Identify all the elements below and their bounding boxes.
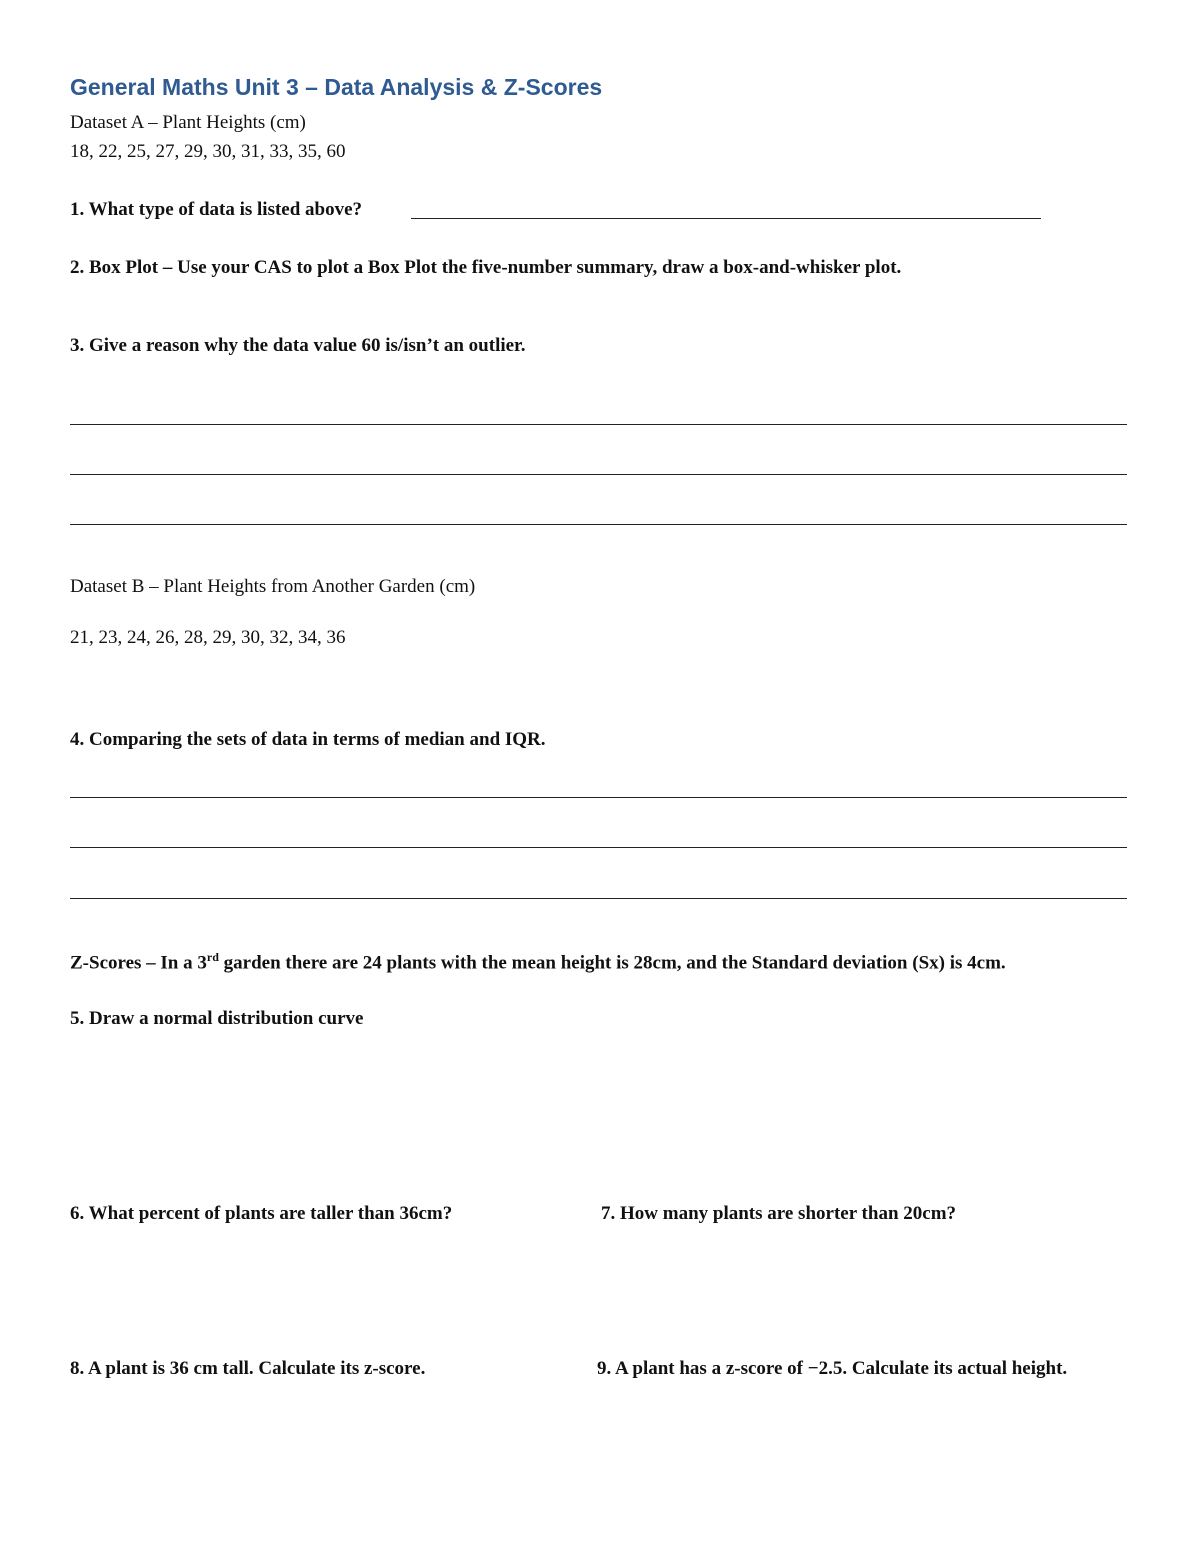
answer-line-q3-1[interactable]: [70, 424, 1127, 425]
answer-line-q4-2[interactable]: [70, 847, 1127, 848]
question-3: 3. Give a reason why the data value 60 is/isn’t an outlier.: [70, 335, 526, 356]
answer-line-q4-1[interactable]: [70, 797, 1127, 798]
question-1: 1. What type of data is listed above?: [70, 199, 363, 220]
zscores-superscript: rd: [206, 950, 219, 964]
question-2: 2. Box Plot – Use your CAS to plot a Box Plot the five-number summary, draw a box-and-whisker plot.: [70, 257, 902, 278]
question-5: 5. Draw a normal distribution curve: [70, 1008, 364, 1029]
zscores-suffix: garden there are 24 plants with the mean height is 28cm, and the Standard deviation (Sx) is 4cm.: [218, 952, 1006, 974]
question-6: 6. What percent of plants are taller than 36cm?: [70, 1203, 453, 1224]
dataset-b-values: 21, 23, 24, 26, 28, 29, 30, 32, 34, 36: [70, 627, 346, 648]
answer-line-q3-3[interactable]: [70, 524, 1127, 525]
zscores-prefix: Z-Scores – In a 3: [70, 952, 207, 974]
page-title: General Maths Unit 3 – Data Analysis & Z-Scores: [70, 74, 603, 100]
zscores-intro: [70, 950, 1006, 974]
answer-line-q1[interactable]: [411, 218, 1041, 219]
question-7: 7. How many plants are shorter than 20cm?: [601, 1203, 957, 1224]
question-9: 9. A plant has a z-score of −2.5. Calculate its actual height.: [597, 1358, 1068, 1379]
answer-line-q4-3[interactable]: [70, 898, 1127, 899]
dataset-a-heading: Dataset A – Plant Heights (cm): [70, 112, 306, 133]
question-8: 8. A plant is 36 cm tall. Calculate its z-score.: [70, 1358, 426, 1379]
question-4: 4. Comparing the sets of data in terms of median and IQR.: [70, 729, 546, 750]
dataset-a-values: 18, 22, 25, 27, 29, 30, 31, 33, 35, 60: [70, 141, 346, 162]
answer-line-q3-2[interactable]: [70, 474, 1127, 475]
dataset-b-heading: Dataset B – Plant Heights from Another Garden (cm): [70, 576, 476, 597]
